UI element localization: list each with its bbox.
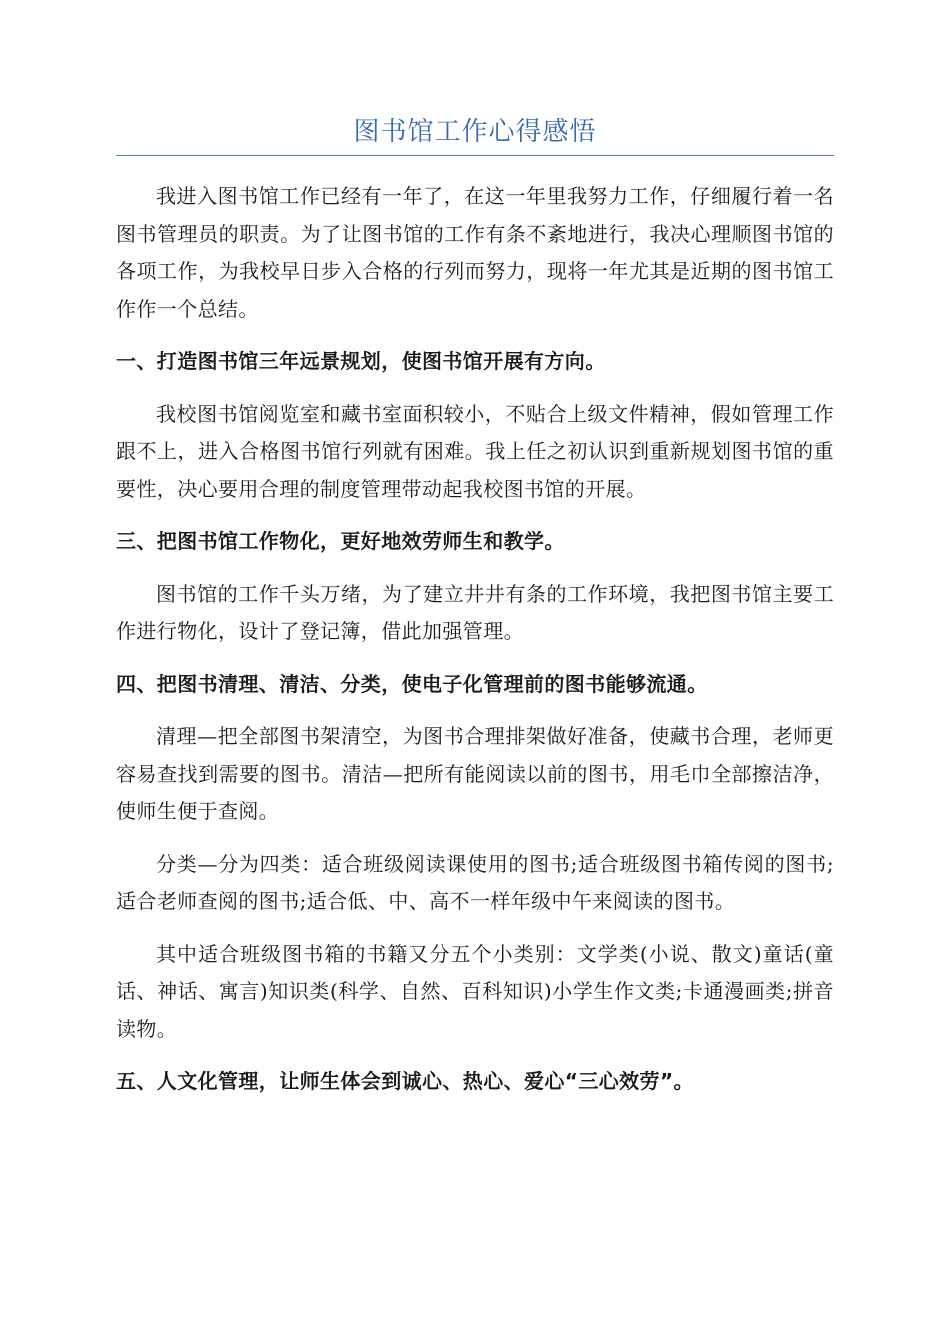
section-heading-3: 三、把图书馆工作物化，更好地效劳师生和教学。 <box>116 529 565 553</box>
document-title: 图书馆工作心得感悟 <box>353 117 597 147</box>
title-underline <box>116 155 834 156</box>
document-body <box>116 178 834 1116</box>
intro-paragraph: 我进入图书馆工作已经有一年了，在这一年里我努力工作，仔细履行着一名图书管理员的职责。为了让图书馆的工作有条不紊地进行，我决心理顺图书馆的各项工作，为我校早日步入合格的行列而努力，现将一年尤其是近期的图书馆工作作一个总结。 <box>116 184 834 321</box>
section-4-paragraph-classification: 分类—分为四类：适合班级阅读课使用的图书;适合班级图书箱传阅的图书;适合老师查阅的图书;适合低、中、高不一样年级中午来阅读的图书。 <box>116 851 834 913</box>
section-1-paragraph: 我校图书馆阅览室和藏书室面积较小，不贴合上级文件精神，假如管理工作跟不上，进入合格图书馆行列就有困难。我上任之初认识到重新规划图书馆的重要性，决心要用合理的制度管理带动起我校图书馆的开展。 <box>116 401 834 501</box>
section-4-paragraph-cleaning: 清理—把全部图书架清空，为图书合理排架做好准备，使藏书合理，老师更容易查找到需要的图书。清洁—把所有能阅读以前的图书，用毛巾全部擦洁净，使师生便于查阅。 <box>116 724 834 823</box>
section-4-paragraph-subcategories: 其中适合班级图书箱的书籍又分五个小类别：文学类(小说、散文)童话(童话、神话、寓言)知识类(科学、自然、百科知识)小学生作文类;卡通漫画类;拼音读物。 <box>116 941 834 1041</box>
section-heading-4: 四、把图书清理、清洁、分类，使电子化管理前的图书能够流通。 <box>116 671 708 696</box>
section-3-paragraph: 图书馆的工作千头万绪，为了建立井井有条的工作环境，我把图书馆主要工作进行物化，设计了登记簿，借此加强管理。 <box>116 581 834 643</box>
section-heading-5: 五、人文化管理，让师生体会到诚心、热心、爱心“三心效劳”。 <box>116 1069 694 1093</box>
section-heading-1: 一、打造图书馆三年远景规划，使图书馆开展有方向。 <box>116 349 606 373</box>
